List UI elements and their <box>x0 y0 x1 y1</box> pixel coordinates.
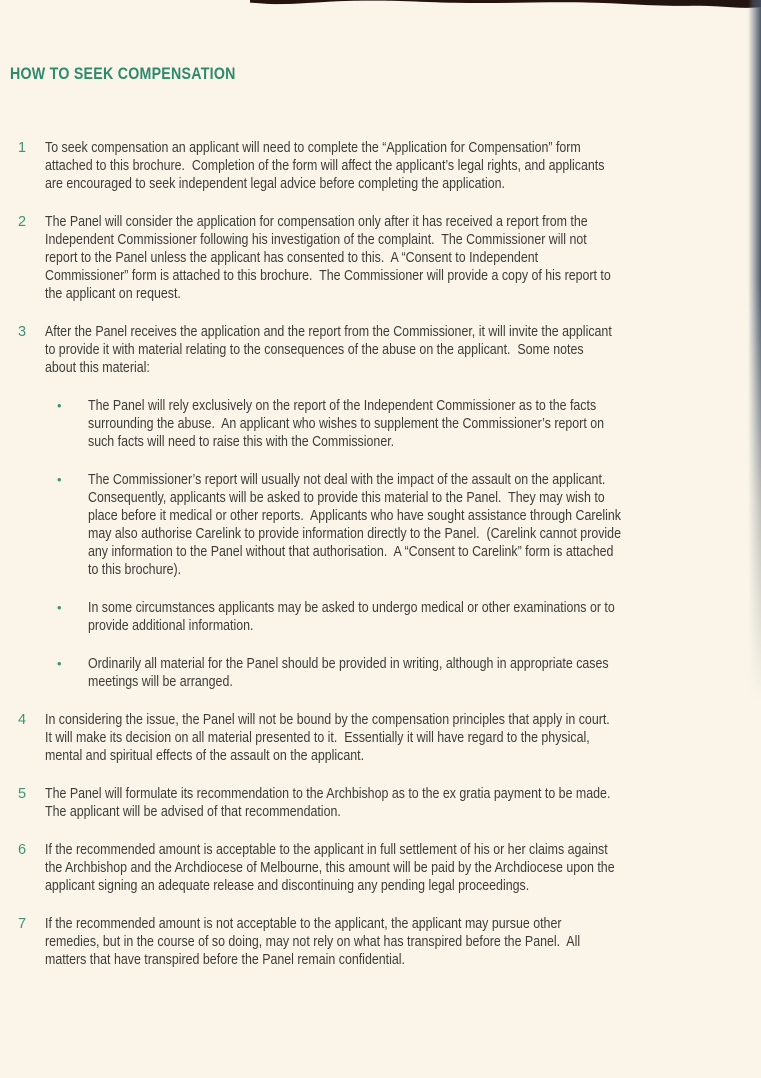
numbered-item-4 <box>0 711 761 765</box>
page-title: HOW TO SEEK COMPENSATION <box>10 65 236 83</box>
item-number: 1 <box>18 140 27 156</box>
numbered-item-2 <box>0 213 761 303</box>
item-number: 5 <box>18 786 27 802</box>
bullet-text: The Commissioner’s report will usually not deal with the impact of the assault on the applicant. Consequently, applicants will be asked to provide this material to the Panel. They may wish to place before it medical or other reports. Applicants who have sought assistance through Carelink may also authorise Carelink to provide information directly to the Panel. (Carelink cannot provide any information to the Panel without that authorisation. A “Consent to Carelink” form is attached to this brochure). <box>88 472 622 578</box>
bullet-dot-icon: • <box>57 600 62 615</box>
item-text: If the recommended amount is not acceptable to the applicant, the applicant may pursue other remedies, but in the course of so doing, may not rely on what has transpired before the Panel. All matters that have transpired before the Panel remain confidential. <box>45 916 581 968</box>
bullet-dot-icon: • <box>57 472 62 487</box>
item-text: The Panel will consider the application for compensation only after it has received a report from the Independent Commissioner following his investigation of the complaint. The Commissioner will not report to the Panel unless the applicant has consented to this. A “Consent to Independent Commissioner” form is attached to this brochure. The Commissioner will provide a copy of his report to the applicant on request. <box>45 214 611 302</box>
bullet-text: Ordinarily all material for the Panel should be provided in writing, although in appropriate cases meetings will be arranged. <box>88 656 609 690</box>
item-text: After the Panel receives the application and the report from the Commissioner, it will invite the applicant to provide it with material relating to the consequences of the abuse on the applicant. Some notes about this material: <box>45 324 612 376</box>
bullet-item-4 <box>0 655 761 691</box>
item-number: 3 <box>18 324 27 340</box>
numbered-item-7 <box>0 915 761 969</box>
item-number: 2 <box>18 214 27 230</box>
bullet-item-1 <box>0 397 761 451</box>
numbered-item-5 <box>0 785 761 821</box>
bullet-dot-icon: • <box>57 398 62 413</box>
numbered-item-1 <box>0 139 761 193</box>
item-number: 7 <box>18 916 27 932</box>
item-text: If the recommended amount is acceptable to the applicant in full settlement of his or her claims against the Archbishop and the Archdiocese of Melbourne, this amount will be paid by the Archdiocese upon the applicant signing an adequate release and discontinuing any pending legal proceedings. <box>45 842 615 894</box>
item-text: The Panel will formulate its recommendation to the Archbishop as to the ex gratia payment to be made. The applicant will be advised of that recommendation. <box>45 786 611 820</box>
item-text: To seek compensation an applicant will need to complete the “Application for Compensation” form attached to this brochure. Completion of the form will affect the applicant’s legal rights, and applicants are encouraged to seek independent legal advice before completing the application. <box>45 140 605 192</box>
bullet-text: The Panel will rely exclusively on the report of the Independent Commissioner as to the facts surrounding the abuse. An applicant who wishes to supplement the Commissioner’s report on such facts will need to raise this with the Commissioner. <box>88 398 605 450</box>
bullet-text: In some circumstances applicants may be asked to undergo medical or other examinations or to provide additional information. <box>88 600 615 634</box>
bullet-item-3 <box>0 599 761 635</box>
item-text: In considering the issue, the Panel will not be bound by the compensation principles that apply in court. It will make its decision on all material presented to it. Essentially it will have regard to the physical, mental and spiritual effects of the assault on the applicant. <box>45 712 610 764</box>
item-number: 6 <box>18 842 27 858</box>
numbered-item-3 <box>0 323 761 377</box>
bullet-dot-icon: • <box>57 656 62 671</box>
document-body <box>0 139 761 989</box>
scan-edge-top-icon <box>250 0 761 12</box>
numbered-item-6 <box>0 841 761 895</box>
bullet-item-2 <box>0 471 761 579</box>
item-number: 4 <box>18 712 27 728</box>
